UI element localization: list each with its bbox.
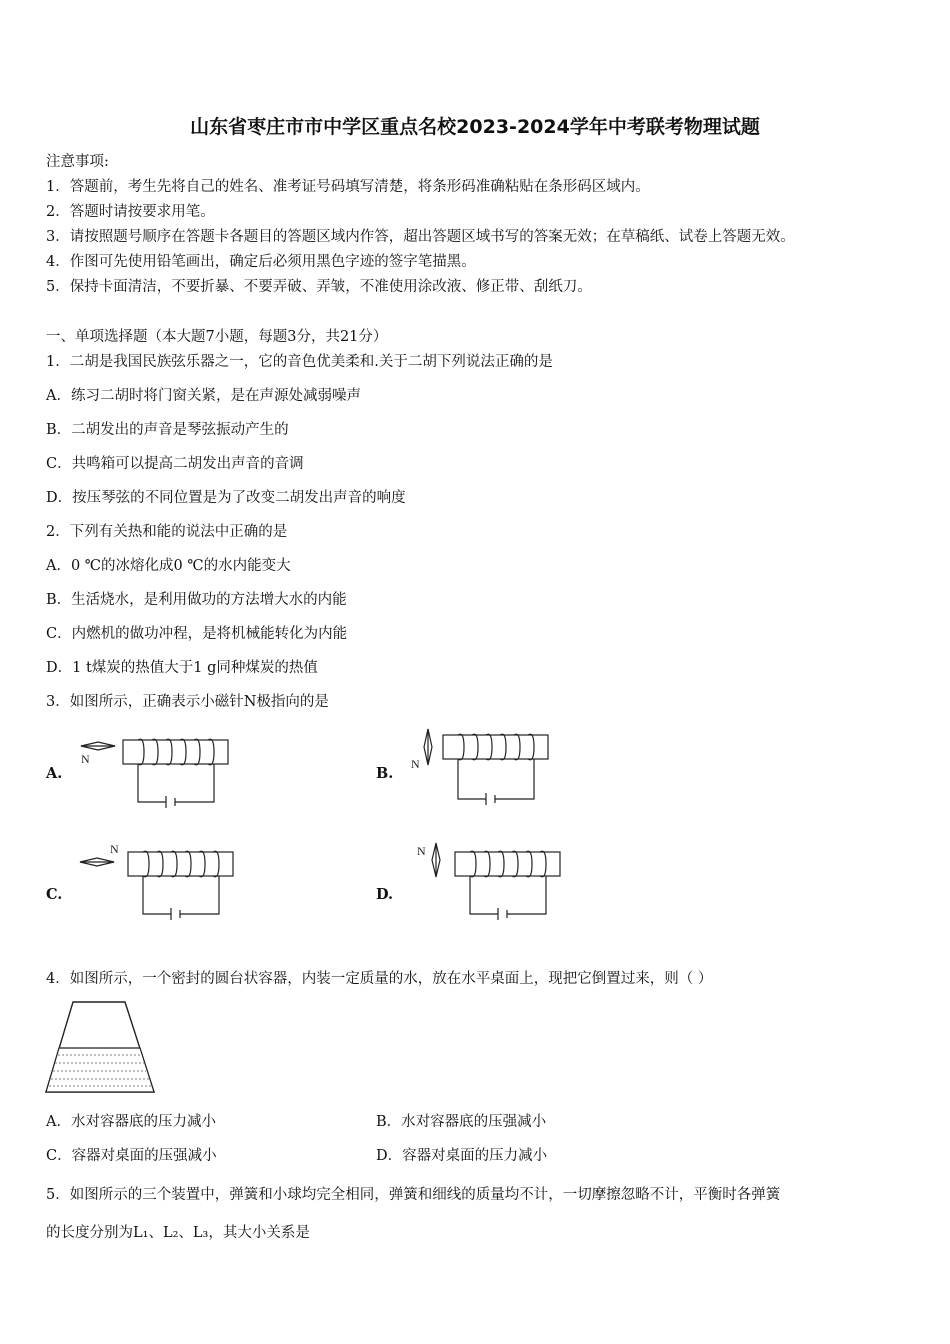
- question-stem: 2．下列有关热和能的说法中正确的是: [46, 524, 288, 540]
- notice-item: 3．请按照题号顺序在答题卡各题目的答题区域内作答，超出答题区域书写的答案无效；在草稿纸、试卷上答题无效。: [46, 229, 795, 245]
- q3-label-a: A.: [46, 765, 63, 782]
- q3-figure-c: [78, 840, 238, 920]
- question-stem: 1．二胡是我国民族弦乐器之一，它的音色优美柔和.关于二胡下列说法正确的是: [46, 354, 553, 370]
- q1-option-a: A．练习二胡时将门窗关紧，是在声源处减弱噪声: [46, 388, 361, 404]
- q2-option-a: A．0 ℃的冰熔化成0 ℃的水内能变大: [46, 558, 291, 574]
- q3-label-d: D.: [376, 886, 394, 903]
- pole-label: N: [411, 757, 420, 771]
- q4-frustum-container-figure: [44, 1000, 164, 1096]
- notice-item: 5．保持卡面清洁，不要折暴、不要弄破、弄皱，不准使用涂改液、修正带、刮纸刀。: [46, 279, 592, 295]
- q4-option-b: B．水对容器底的压强减小: [376, 1114, 547, 1130]
- q4-option-a: A．水对容器底的压力减小: [46, 1114, 216, 1130]
- q1-option-b: B．二胡发出的声音是琴弦振动产生的: [46, 422, 289, 438]
- q1-option-c: C．共鸣箱可以提高二胡发出声音的音调: [46, 456, 304, 472]
- notice-heading: 注意事项:: [46, 154, 109, 170]
- q2-option-c: C．内燃机的做功冲程，是将机械能转化为内能: [46, 626, 348, 642]
- q3-label-c: C.: [46, 886, 63, 903]
- question-stem-continued: 的长度分别为L₁、L₂、L₃，其大小关系是: [46, 1225, 310, 1241]
- q2-option-b: B．生活烧水，是利用做功的方法增大水的内能: [46, 592, 347, 608]
- pole-label: N: [110, 842, 119, 856]
- pole-label: N: [81, 752, 90, 766]
- q3-figure-b: [408, 727, 568, 809]
- notice-item: 4．作图可先使用铅笔画出，确定后必须用黑色字迹的签字笔描黑。: [46, 254, 476, 270]
- question-stem: 3．如图所示，正确表示小磁针N极指向的是: [46, 694, 329, 710]
- page-title: 山东省枣庄市市中学区重点名校2023-2024学年中考联考物理试题: [190, 116, 760, 138]
- pole-label: N: [417, 844, 426, 858]
- q4-option-d: D．容器对桌面的压力减小: [376, 1148, 548, 1164]
- q3-figure-d: [415, 840, 575, 922]
- q1-option-d: D．按压琴弦的不同位置是为了改变二胡发出声音的响度: [46, 490, 406, 506]
- q2-option-d: D．1 t煤炭的热值大于1 g同种煤炭的热值: [46, 660, 318, 676]
- notice-item: 2．答题时请按要求用笔。: [46, 204, 215, 220]
- section-heading: 一、单项选择题（本大题7小题，每题3分，共21分）: [46, 329, 388, 345]
- question-stem: 5．如图所示的三个装置中，弹簧和小球均完全相同，弹簧和细线的质量均不计，一切摩擦忽略不计，平衡时各弹簧: [46, 1187, 781, 1203]
- q4-option-c: C．容器对桌面的压强减小: [46, 1148, 217, 1164]
- q3-figure-a: [78, 735, 238, 805]
- notice-item: 1．答题前，考生先将自己的姓名、准考证号码填写清楚，将条形码准确粘贴在条形码区域内。: [46, 179, 650, 195]
- q3-label-b: B.: [376, 765, 394, 782]
- question-stem: 4．如图所示，一个密封的圆台状容器，内装一定质量的水，放在水平桌面上，现把它倒置过来，则（ ）: [46, 971, 713, 987]
